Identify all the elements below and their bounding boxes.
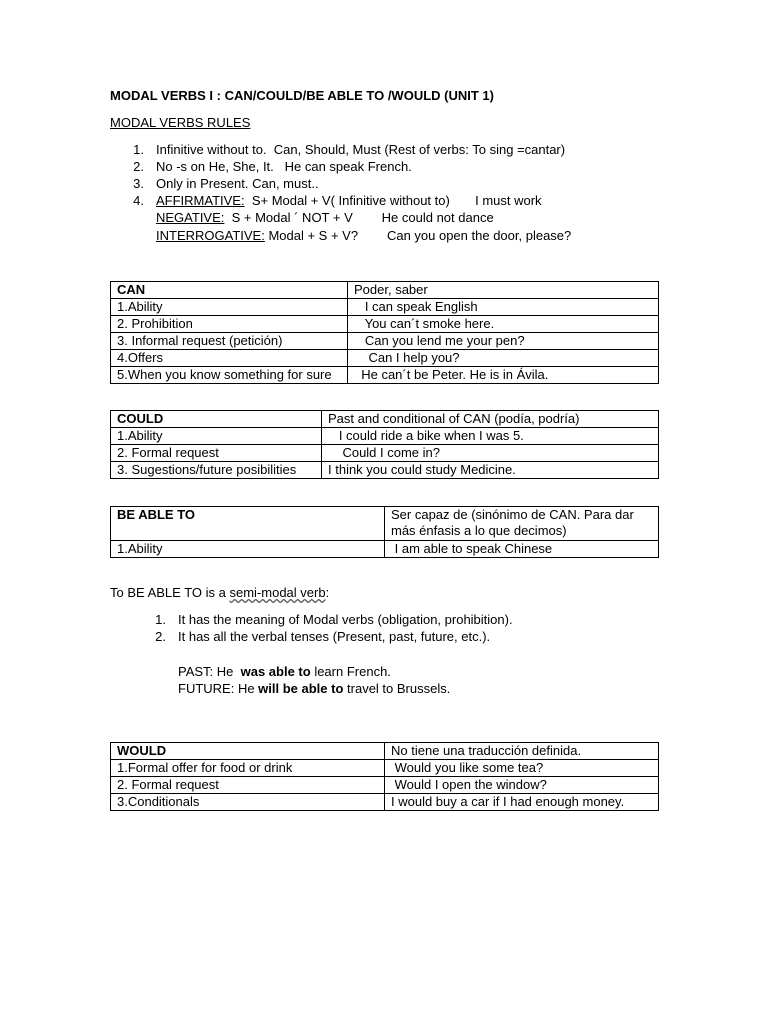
rule-2: No -s on He, She, It. He can speak French. xyxy=(156,159,412,174)
intro-text: To BE ABLE TO is a xyxy=(110,585,230,600)
table-row xyxy=(111,333,659,350)
table-cell: 1.Ability xyxy=(111,541,385,558)
table-row xyxy=(111,507,659,541)
semi-point-2: It has all the verbal tenses (Present, past, future, etc.). xyxy=(178,629,491,644)
table-row xyxy=(111,777,659,794)
table-cell: 1.Ability xyxy=(111,299,348,316)
rule-affirmative xyxy=(156,192,542,209)
table-cell: I can speak English xyxy=(348,299,659,316)
table-cell: 3. Informal request (petición) xyxy=(111,333,348,350)
list-number: 2. xyxy=(133,159,144,174)
table-cell: I am able to speak Chinese xyxy=(385,541,659,558)
affirmative-text: S+ Modal + V( Infinitive without to) I must work xyxy=(244,193,542,208)
list-number: 4. xyxy=(133,193,144,208)
table-cell: Poder, saber xyxy=(348,282,659,299)
negative-text: S + Modal ´ NOT + V He could not dance xyxy=(224,210,494,225)
table-row xyxy=(111,367,659,384)
table-row xyxy=(111,445,659,462)
page-title: MODAL VERBS I : CAN/COULD/BE ABLE TO /WOULD (UNIT 1) xyxy=(110,88,494,103)
be-able-to-table xyxy=(110,506,659,558)
list-number: 3. xyxy=(133,176,144,191)
table-cell: Can I help you? xyxy=(348,350,659,367)
table-row xyxy=(111,428,659,445)
table-cell: WOULD xyxy=(111,743,385,760)
past-post: learn French. xyxy=(310,664,391,679)
would-table xyxy=(110,742,659,811)
table-row xyxy=(111,316,659,333)
table-cell: Ser capaz de (sinónimo de CAN. Para dar más énfasis a lo que decimos) xyxy=(385,507,659,541)
semi-modal-intro xyxy=(110,584,329,601)
list-number: 2. xyxy=(155,629,166,644)
semi-point-1: It has the meaning of Modal verbs (obligation, prohibition). xyxy=(178,612,513,627)
table-row xyxy=(111,411,659,428)
table-cell: 3. Sugestions/future posibilities xyxy=(111,462,322,479)
table-cell: Could I come in? xyxy=(322,445,659,462)
table-cell: I think you could study Medicine. xyxy=(322,462,659,479)
rule-interrogative xyxy=(156,227,571,244)
rule-1: Infinitive without to. Can, Should, Must (Rest of verbs: To sing =cantar) xyxy=(156,142,566,157)
table-row xyxy=(111,760,659,777)
can-table xyxy=(110,281,659,384)
past-example xyxy=(178,663,391,680)
table-cell: Would I open the window? xyxy=(385,777,659,794)
rule-negative xyxy=(156,209,494,226)
past-pre: PAST: He xyxy=(178,664,241,679)
table-cell: Can you lend me your pen? xyxy=(348,333,659,350)
table-row xyxy=(111,299,659,316)
table-cell: Would you like some tea? xyxy=(385,760,659,777)
table-cell: He can´t be Peter. He is in Ávila. xyxy=(348,367,659,384)
list-number: 1. xyxy=(133,142,144,157)
interrogative-label: INTERROGATIVE: xyxy=(156,228,265,243)
future-pre: FUTURE: He xyxy=(178,681,259,696)
table-cell: CAN xyxy=(111,282,348,299)
list-number: 1. xyxy=(155,612,166,627)
semi-modal-term: semi-modal verb xyxy=(229,585,326,600)
table-row xyxy=(111,350,659,367)
future-post: travel to Brussels. xyxy=(343,681,451,696)
affirmative-label: AFFIRMATIVE: xyxy=(156,193,245,208)
table-cell: 3.Conditionals xyxy=(111,794,385,811)
table-cell: You can´t smoke here. xyxy=(348,316,659,333)
table-cell: 2. Prohibition xyxy=(111,316,348,333)
table-cell: I would buy a car if I had enough money. xyxy=(385,794,659,811)
could-table xyxy=(110,410,659,479)
table-row xyxy=(111,743,659,760)
table-cell: 2. Formal request xyxy=(111,445,322,462)
table-cell: 1.Ability xyxy=(111,428,322,445)
table-row xyxy=(111,282,659,299)
future-bold: will be able to xyxy=(258,681,344,696)
rule-3: Only in Present. Can, must.. xyxy=(156,176,319,191)
table-cell: No tiene una traducción definida. xyxy=(385,743,659,760)
table-row xyxy=(111,541,659,558)
interrogative-text: Modal + S + V? Can you open the door, please? xyxy=(264,228,572,243)
table-cell: I could ride a bike when I was 5. xyxy=(322,428,659,445)
table-row xyxy=(111,794,659,811)
table-cell: 4.Offers xyxy=(111,350,348,367)
table-cell: Past and conditional of CAN (podía, podría) xyxy=(322,411,659,428)
intro-colon: : xyxy=(325,585,330,600)
table-cell: 2. Formal request xyxy=(111,777,385,794)
table-cell: 1.Formal offer for food or drink xyxy=(111,760,385,777)
table-cell: COULD xyxy=(111,411,322,428)
table-row xyxy=(111,462,659,479)
future-example xyxy=(178,680,450,697)
table-cell: 5.When you know something for sure xyxy=(111,367,348,384)
negative-label: NEGATIVE: xyxy=(156,210,225,225)
table-cell: BE ABLE TO xyxy=(111,507,385,541)
rules-heading: MODAL VERBS RULES xyxy=(110,115,251,130)
past-bold: was able to xyxy=(240,664,311,679)
